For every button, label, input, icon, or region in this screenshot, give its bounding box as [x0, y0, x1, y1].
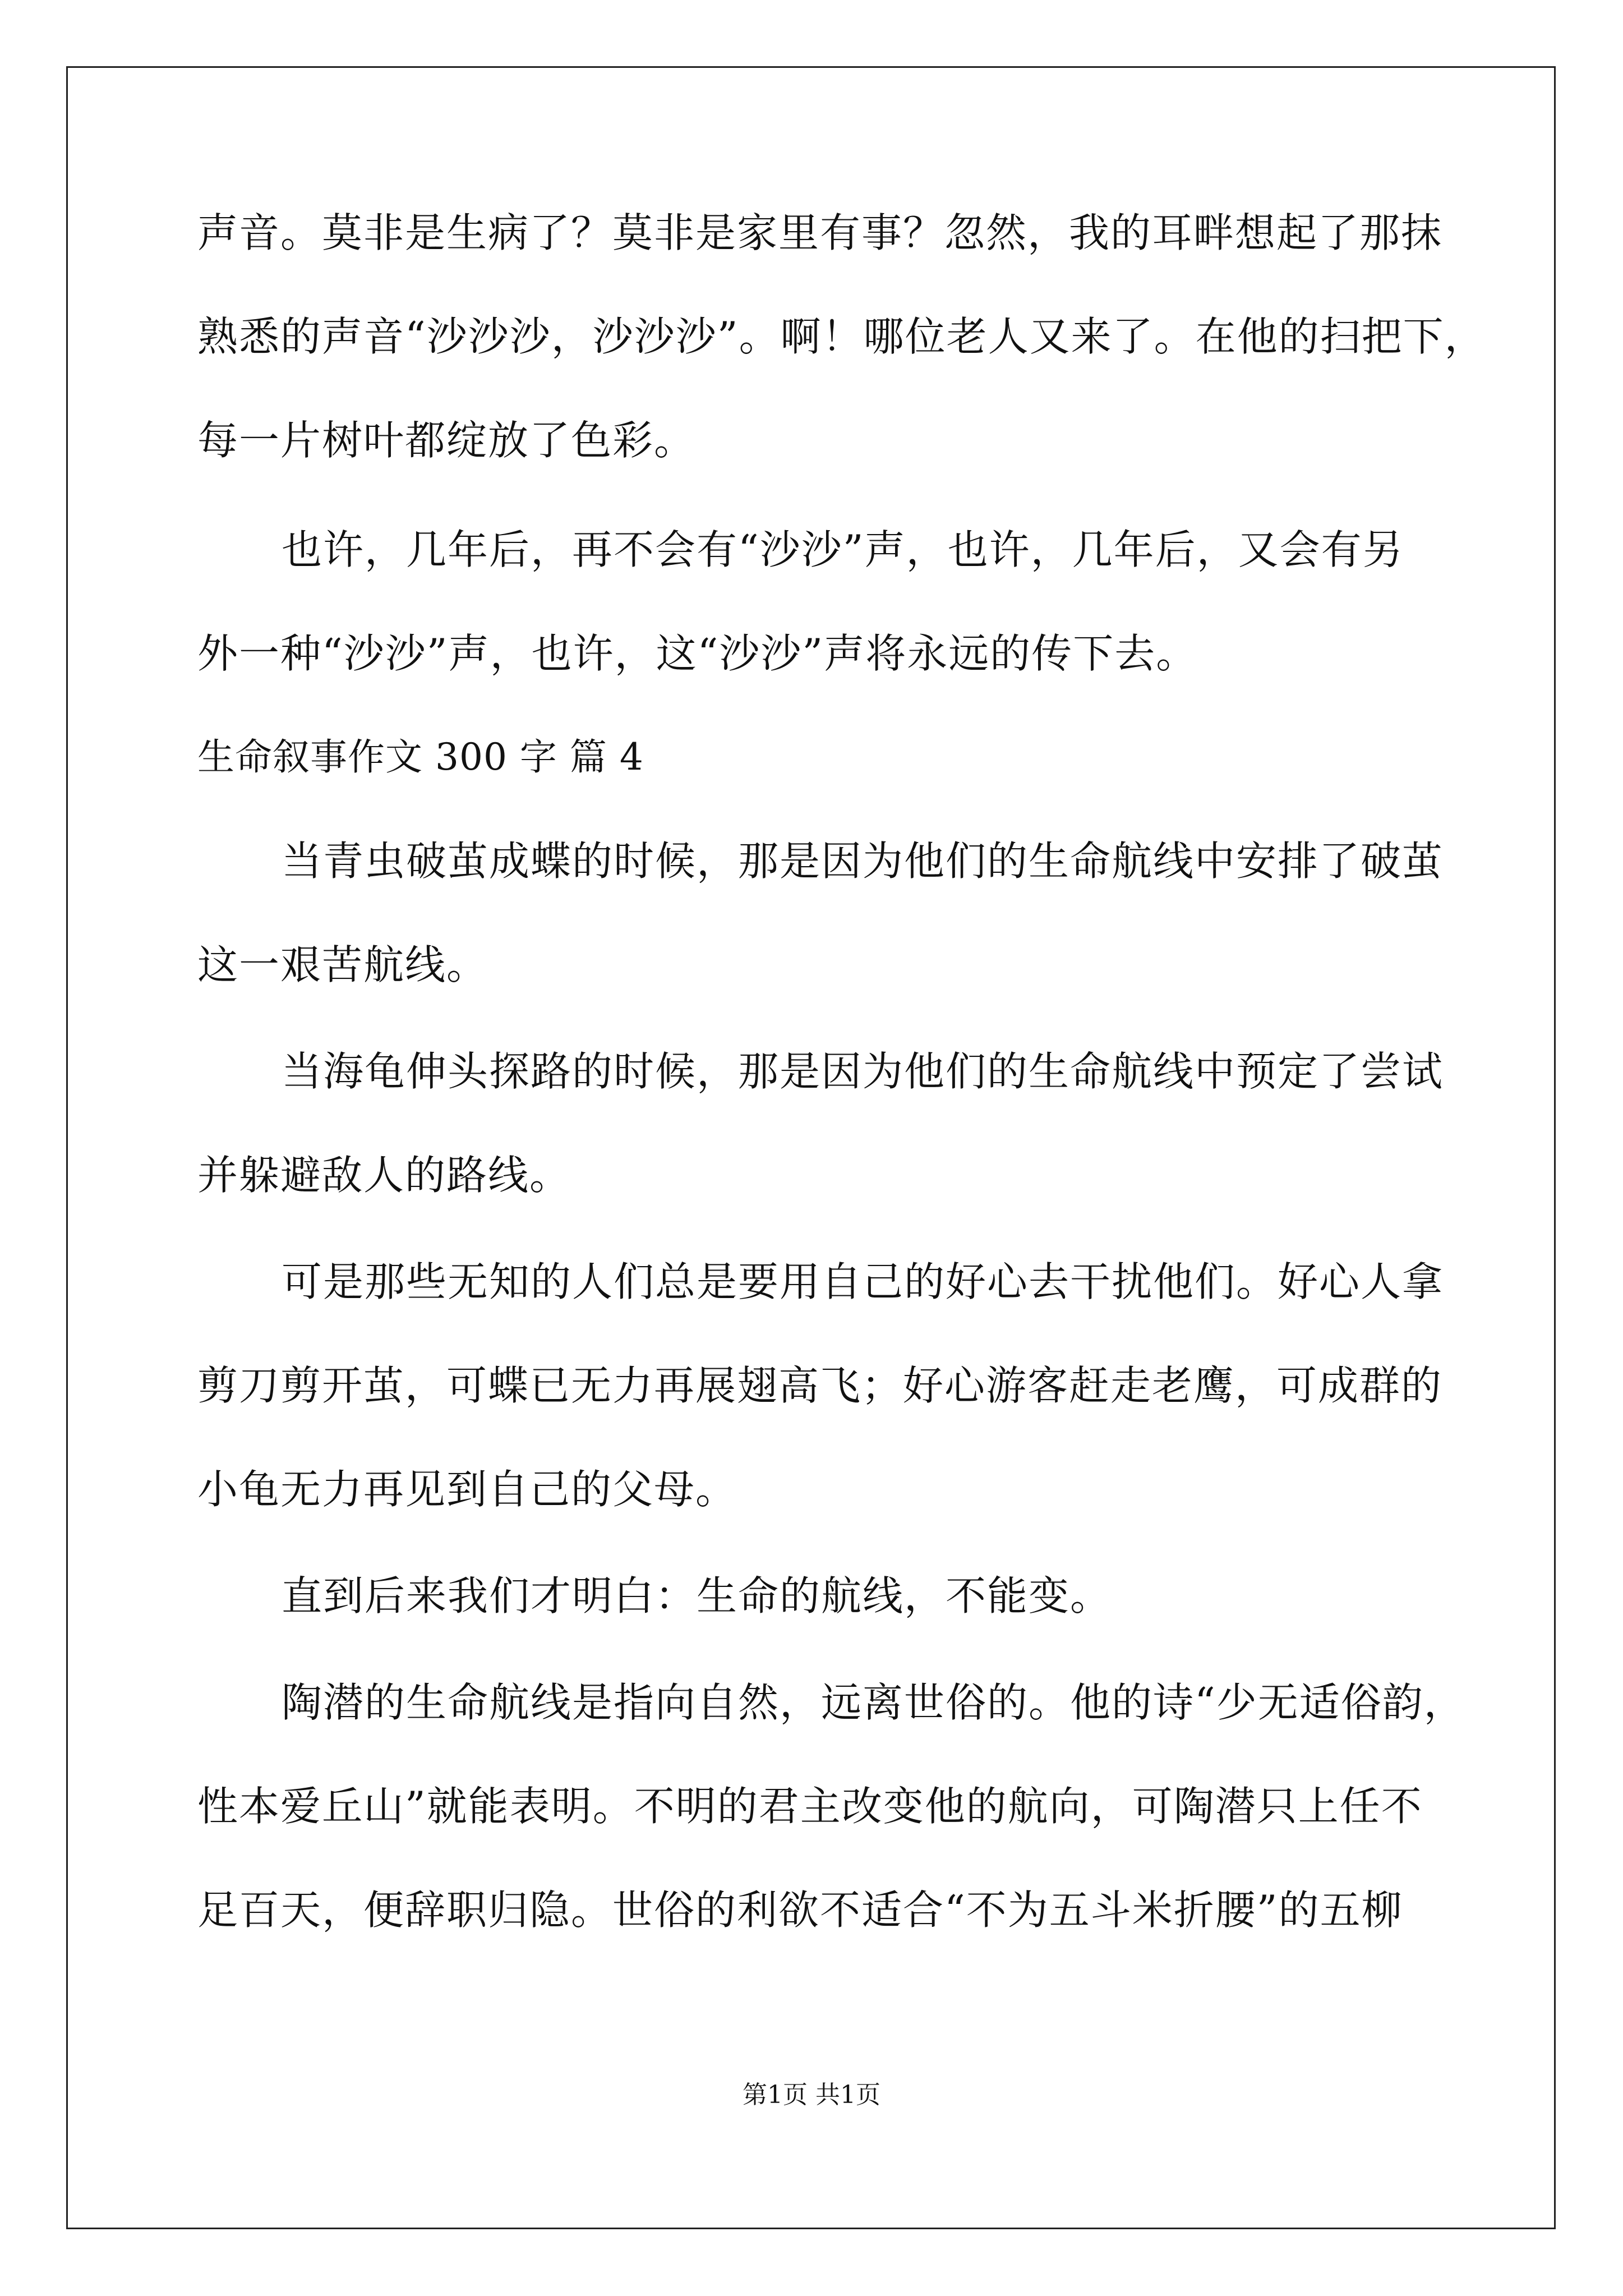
- text-line: 陶潜的生命航线是指向自然，远离世俗的。他的诗“少无适俗韵，: [282, 1679, 1465, 1726]
- text-line: 当海龟伸头探路的时候，那是因为他们的生命航线中预定了尝试: [282, 1048, 1444, 1095]
- text-line: 外一种“沙沙”声，也许，这“沙沙”声将永远的传下去。: [197, 630, 1198, 677]
- text-line: 并躲避敌人的路线。: [197, 1152, 571, 1199]
- text-line: 可是那些无知的人们总是要用自己的好心去干扰他们。好心人拿: [282, 1258, 1444, 1305]
- text-line: 足百天，便辞职归隐。世俗的利欲不适合“不为五斗米折腰”的五柳: [197, 1887, 1403, 1934]
- text-line: 声音。莫非是生病了？莫非是家里有事？忽然，我的耳畔想起了那抹: [197, 209, 1443, 256]
- text-line: 小龟无力再见到自己的父母。: [197, 1466, 737, 1513]
- text-line: 也许，几年后，再不会有“沙沙”声，也许，几年后，又会有另: [282, 526, 1404, 573]
- section-heading: 生命叙事作文 300 字 篇 4: [197, 735, 644, 779]
- text-line: 这一艰苦航线。: [197, 941, 488, 988]
- text-line: 当青虫破茧成蝶的时候，那是因为他们的生命航线中安排了破茧: [282, 838, 1444, 885]
- text-line: 熟悉的声音“沙沙沙，沙沙沙”。啊！哪位老人又来了。在他的扫把下，: [197, 313, 1486, 360]
- text-line: 性本爱丘山”就能表明。不明的君主改变他的航向，可陶潜只上任不: [197, 1783, 1423, 1830]
- text-line: 直到后来我们才明白：生命的航线，不能变。: [282, 1572, 1112, 1619]
- page-number-footer: 第1页 共1页: [743, 2081, 880, 2109]
- text-line: 剪刀剪开茧，可蝶已无力再展翅高飞；好心游客赶走老鹰，可成群的: [197, 1362, 1443, 1409]
- text-line: 每一片树叶都绽放了色彩。: [197, 417, 696, 464]
